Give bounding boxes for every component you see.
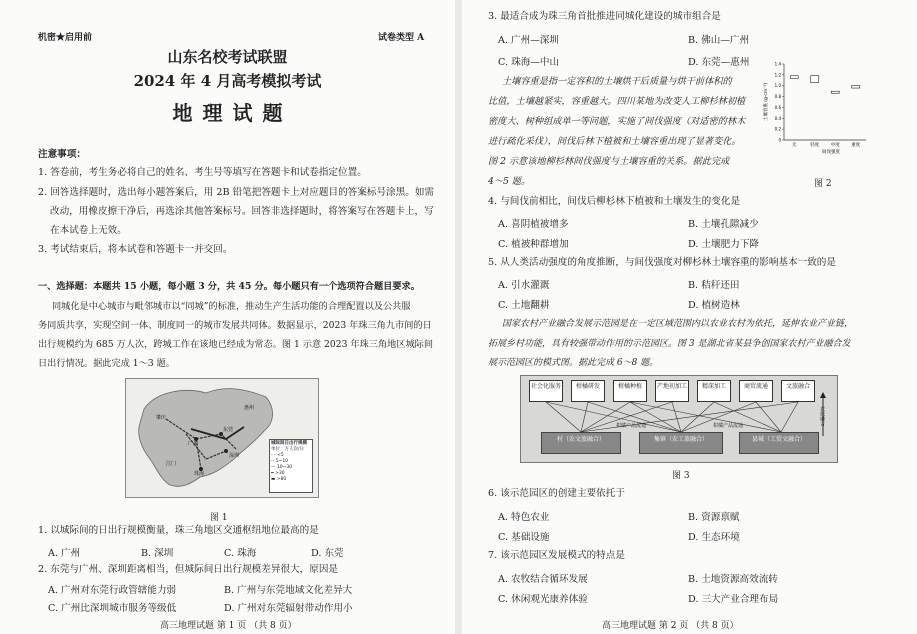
q3-option-b[interactable]: B. 佛山—广州 — [688, 35, 750, 46]
q1-option-b[interactable]: B. 深圳 — [141, 548, 174, 559]
q1-option-a[interactable]: A. 广州 — [48, 548, 81, 559]
question-6: 6. 该示范园区的创建主要依托于 — [488, 488, 625, 499]
diagram-box-citrus-rd: 柑橘研发 — [571, 380, 605, 402]
notice-title: 注意事项： — [38, 149, 86, 160]
question-4: 4. 与间伐前相比，间伐后柳杉林下植被和土壤发生的变化是 — [488, 196, 741, 207]
diagram-box-trade-circulation: 商贸流通 — [739, 380, 773, 402]
page-footer: 高三地理试题 第 2 页 （共 8 页） — [602, 621, 739, 631]
q1-option-c[interactable]: C. 珠海 — [224, 548, 257, 559]
q4-option-a[interactable]: A. 喜阴植被增多 — [498, 219, 569, 230]
passage2-line: 土壤容重是指一定容积的土壤烘干后质量与烘干前体积的 — [502, 76, 732, 87]
map-label: 东莞 — [223, 427, 234, 433]
passage-line: 务同质共享，实现空间一体、制度同一的城市发展共同体。数据显示，2023 年珠三角九市间的日 — [38, 320, 432, 331]
diagram-flow-label: 柑橘产品流通 — [616, 423, 647, 429]
diagram-box-culture-tourism: 文旅融合 — [781, 380, 815, 402]
passage2-line: 比值，土壤越紧实，容重越大。四川某地为改变人工柳杉林初植 — [488, 96, 746, 107]
q6-option-a[interactable]: A. 特色农业 — [498, 512, 550, 523]
q5-option-c[interactable]: C. 土地翻耕 — [498, 300, 550, 311]
notice-line: 1. 答卷前，考生务必将自己的姓名、考生号等填写在答题卡和试卷指定位置。 — [38, 167, 367, 178]
diagram-box-deep-processing: 精深加工 — [697, 380, 731, 402]
y-axis-label: 土壤容重 (g·cm⁻³) — [764, 82, 769, 122]
y-tick-label: 0.8 — [774, 94, 781, 100]
x-tick-label: 无 — [792, 143, 797, 148]
diagram-box-citrus-planting: 柑橘种植 — [613, 380, 647, 402]
figure-2-caption: 图 2 — [814, 179, 832, 189]
diagram-box-primary-processing: 产地初加工 — [655, 380, 689, 402]
map-label: 肇庆 — [156, 415, 167, 421]
data-bar — [852, 86, 860, 89]
exam-union-title: 山东名校考试联盟 — [167, 48, 288, 66]
map-label: 惠州 — [244, 405, 255, 411]
legend-item: ━ >30 — [271, 471, 285, 476]
passage-line: 日出行情况。据此完成 1～3 题。 — [38, 358, 175, 369]
legend-unit: 单位：万人次/日 — [271, 447, 305, 452]
y-tick-label: 0.4 — [774, 115, 781, 121]
figure-1-caption: 图 1 — [210, 513, 228, 523]
passage2-line: 进行疏化采伐），间伐后林下植被和土壤容重出现了显著变化。 — [488, 136, 741, 147]
subject-title: 地理试题 — [172, 101, 293, 125]
y-tick-label: 0 — [778, 137, 781, 143]
confidential-label: 机密★启用前 — [38, 33, 93, 43]
question-7: 7. 该示范园区发展模式的特点是 — [488, 550, 625, 561]
exam-date-title: 2024 年 4 月高考模拟考试 — [133, 72, 322, 90]
passage2-line: 4～5 题。 — [488, 176, 531, 187]
x-tick-label: 中度 — [830, 143, 840, 148]
y-tick-label: 1.4 — [774, 61, 781, 67]
diagram-box-social-service: 社会化服务 — [529, 380, 563, 402]
question-1: 1. 以城际间的日出行规模衡量，珠三角地区交通枢纽地位最高的是 — [38, 525, 319, 536]
passage2-line: 图 2 示意该地柳杉林间伐强度与土壤容重的关系。据此完成 — [488, 156, 730, 167]
passage-line: 出行规模约为 685 万人次，跨城工作在该地已经成为常态。图 1 示意 2023 年珠三角地区城际间 — [38, 339, 434, 350]
q3-option-d[interactable]: D. 东莞—惠州 — [688, 57, 750, 68]
passage3-line: 拓展乡村功能，具有较强带动作用的示范园区。图 3 是湖北省某县争创国家农村产业融合发 — [488, 339, 851, 349]
section-title: 一、选择题：本题共 15 小题，每小题 3 分，共 45 分。每小题只有一个选项符合题目要求。 — [38, 281, 420, 292]
passage3-line: 国家农村产业融合发展示范园是在一定区域范围内以农业农村为依托，延伸农业产业链， — [502, 319, 854, 329]
soil-bulk-density-chart — [762, 58, 872, 158]
q2-option-c[interactable]: C. 广州比深圳城市服务等级低 — [48, 603, 177, 614]
q4-option-b[interactable]: B. 土壤孔隙减少 — [688, 219, 759, 230]
x-axis-label: 间伐强度 — [822, 150, 840, 155]
page-gap — [455, 0, 462, 634]
passage-line: 同城化是中心城市与毗邻城市以“同城”的标准，推动生产生活功能的合理配置以及公共服 — [52, 301, 411, 312]
q3-option-a[interactable]: A. 广州—深圳 — [498, 35, 559, 46]
passage3-line: 展示范园区的模式图。据此完成 6～8 题。 — [488, 358, 659, 368]
legend-item: -- 5~10 — [271, 459, 289, 464]
question-2: 2. 东莞与广州、深圳距离相当，但城际间日出行规模差异很大，原因是 — [38, 564, 339, 575]
q7-option-a[interactable]: A. 农牧结合循环发展 — [498, 574, 588, 585]
pearl-river-delta-map — [125, 378, 319, 498]
y-tick-label: 1.2 — [774, 72, 781, 78]
legend-title: 城际间日出行规模 — [271, 441, 307, 446]
notice-line: 在本试卷上无效。 — [50, 225, 127, 236]
paper-type-label: 试卷类型 A — [378, 33, 425, 43]
q5-option-a[interactable]: A. 引水灌溉 — [498, 280, 550, 291]
q7-option-c[interactable]: C. 休闲观光康养体验 — [498, 594, 588, 605]
q1-option-d[interactable]: D. 东莞 — [311, 548, 344, 559]
legend-item: - - <5 — [271, 453, 284, 458]
diagram-flow-label: 柑橘产品流通 — [713, 423, 744, 429]
diagram-side-label: 农旅融合 — [819, 406, 825, 426]
y-tick-label: 1.0 — [774, 83, 781, 89]
map-legend — [269, 439, 313, 493]
data-bar — [811, 76, 819, 83]
industry-fusion-model-diagram — [520, 375, 838, 463]
q6-option-d[interactable]: D. 生态环境 — [688, 532, 740, 543]
exam-page-1 — [0, 0, 455, 634]
q2-option-a[interactable]: A. 广州对东莞行政管辖能力弱 — [48, 585, 177, 596]
map-label: 江门 — [166, 461, 177, 467]
map-label: 广州 — [188, 441, 199, 447]
q6-option-c[interactable]: C. 基础设施 — [498, 532, 550, 543]
q5-option-d[interactable]: D. 植树造林 — [688, 300, 740, 311]
data-bar — [831, 91, 839, 93]
page-footer: 高三地理试题 第 1 页 （共 8 页） — [160, 621, 297, 631]
x-tick-label: 轻度 — [810, 143, 820, 148]
q2-option-b[interactable]: B. 广州与东莞地域文化差异大 — [224, 585, 353, 596]
x-tick-label: 重度 — [851, 143, 861, 148]
legend-item: ▬ >80 — [271, 477, 287, 482]
diagram-base-town: 集镇（农工旅融合） — [639, 432, 723, 454]
notice-line: 3. 考试结束后，将本试卷和答题卡一并交回。 — [38, 244, 233, 255]
q5-option-b[interactable]: B. 秸秆还田 — [688, 280, 740, 291]
q7-option-b[interactable]: B. 土地资源高效流转 — [688, 574, 778, 585]
diagram-base-village: 村（农文旅融合） — [541, 432, 621, 454]
figure-3-caption: 图 3 — [672, 471, 690, 481]
map-label: 深圳 — [229, 453, 240, 459]
q2-option-d[interactable]: D. 广州对东莞辐射带动作用小 — [224, 603, 353, 614]
q3-option-c[interactable]: C. 珠海—中山 — [498, 57, 560, 68]
y-tick-label: 0.6 — [774, 104, 781, 110]
q4-option-d[interactable]: D. 土壤肥力下降 — [688, 239, 760, 250]
passage2-line: 密度大、树种组成单一等问题，实施了间伐强度（对适密的林木 — [488, 116, 746, 127]
y-tick-label: 0.2 — [774, 126, 781, 132]
data-bar — [790, 76, 798, 79]
notice-line: 2. 回答选择题时，选出每小题答案后，用 2B 铅笔把答题卡上对应题目的答案标号涂黑。如需 — [38, 187, 435, 198]
exam-page-2 — [462, 0, 917, 634]
diagram-base-county: 县城（工贸文融合） — [739, 432, 819, 454]
map-label: 珠海 — [194, 471, 205, 477]
legend-item: — 10~30 — [271, 465, 293, 470]
q6-option-b[interactable]: B. 资源禀赋 — [688, 512, 740, 523]
q4-option-c[interactable]: C. 植被种群增加 — [498, 239, 569, 250]
q7-option-d[interactable]: D. 三大产业合理布局 — [688, 594, 779, 605]
question-3: 3. 最适合成为珠三角首批推进同城化建设的城市组合是 — [488, 11, 721, 22]
question-5: 5. 从人类活动强度的角度推断，与间伐强度对柳杉林土壤容重的影响基本一致的是 — [488, 257, 836, 268]
notice-line: 改动，用橡皮擦干净后，再选涂其他答案标号。回答非选择题时，将答案写在答题卡上，写 — [50, 206, 434, 217]
